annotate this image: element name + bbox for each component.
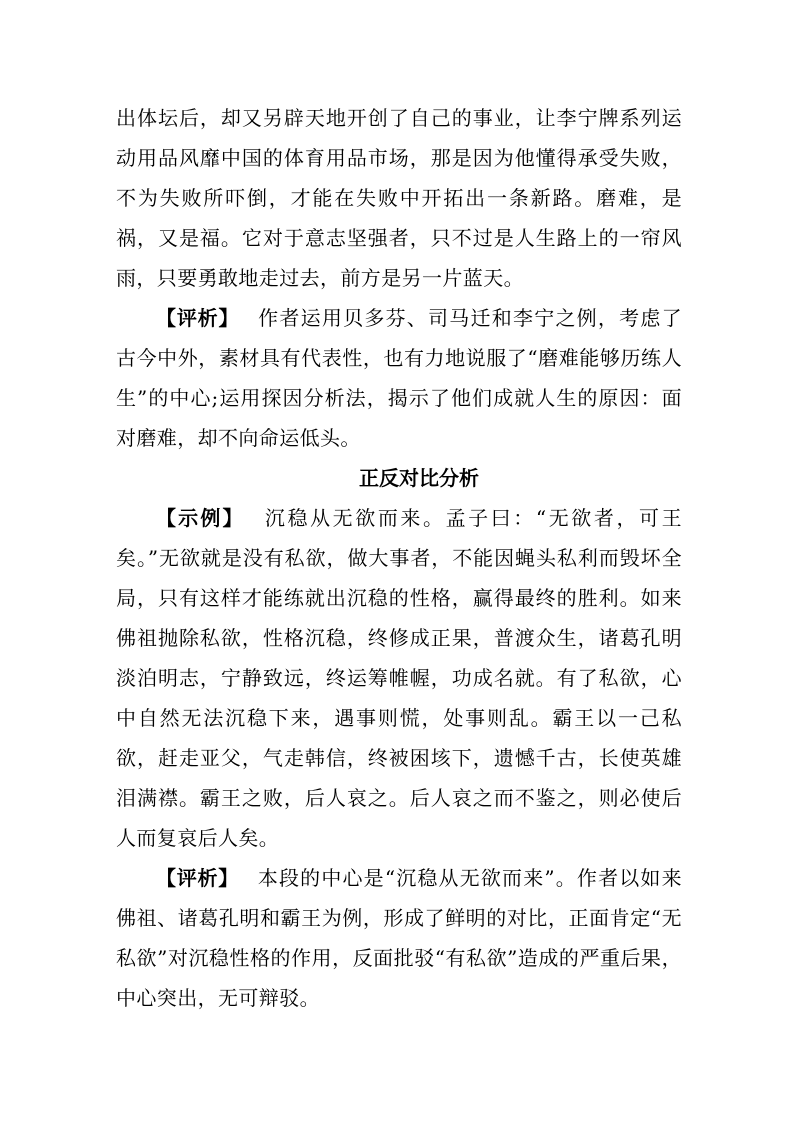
paragraph-continuation: 出体坛后，却又另辟天地开创了自己的事业，让李宁牌系列运动用品风靡中国的体育用品市场，那是因为他懂得承受失败，不为失败所吓倒，才能在失败中开拓出一条新路。磨难，是祸，又是福。它对于意志坚强者，只不过是人生路上的一帘风雨，只要勇敢地走过去，前方是另一片蓝天。	[116, 106, 682, 290]
section-heading: 正反对比分析	[359, 466, 479, 490]
comment-paragraph-2	[116, 858, 682, 1018]
example-text: 沉稳从无欲而来。孟子曰：“无欲者，可王矣。”无欲就是没有私欲，做大事者，不能因蝇头私利而毁坏全局，只有这样才能练就出沉稳的性格，赢得最终的胜利。如来佛祖抛除私欲，性格沉稳，终修成正果，普渡众生，诸葛孔明淡泊明志，宁静致远，终运筹帷幄，功成名就。有了私欲，心中自然无法沉稳下来，遇事则慌，处事则乱。霸王以一己私欲，赶走亚父，气走韩信，终被困垓下，遗憾千古，长使英雄泪满襟。霸王之败，后人哀之。后人哀之而不鉴之，则必使后人而复哀后人矣。	[116, 506, 683, 850]
comment-tag-2: 【评析】	[156, 866, 240, 890]
comment-paragraph-1	[116, 298, 682, 458]
example-paragraph	[116, 498, 682, 858]
comment-text-2: 本段的中心是“沉稳从无欲而来”。作者以如来佛祖、诸葛孔明和霸王为例，形成了鲜明的对比，正面肯定“无私欲”对沉稳性格的作用，反面批驳“有私欲”造成的严重后果，中心突出，无可辩驳。	[116, 866, 682, 1010]
document-body	[116, 98, 682, 1018]
comment-tag-1: 【评析】	[156, 306, 240, 330]
example-tag: 【示例】	[156, 506, 245, 530]
comment-text-1: 作者运用贝多芬、司马迁和李宁之例，考虑了古今中外，素材具有代表性，也有力地说服了“磨难能够历练人生”的中心;运用探因分析法，揭示了他们成就人生的原因：面对磨难，却不向命运低头。	[116, 306, 683, 450]
